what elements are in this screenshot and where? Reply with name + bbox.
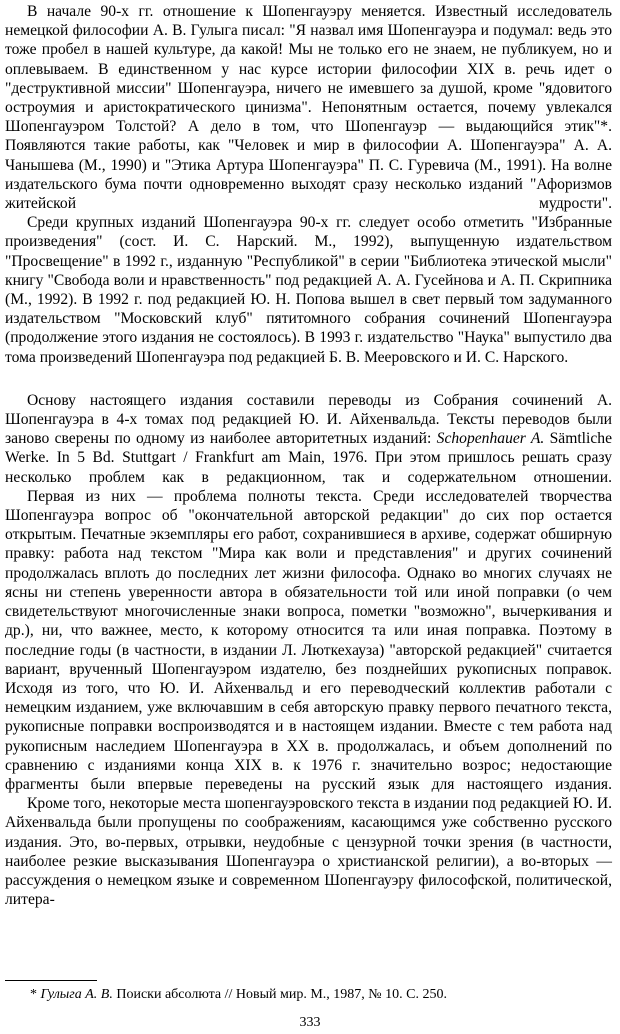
paragraph-3-text: Основу настоящего издания составили переводы из Собрания сочинений А. Шопенгауэра в 4-х томах под редакцией Ю. И. Айхенвальда. Тексты переводов были заново сверены по одному из наиболее авторитетных изданий:	[5, 391, 612, 448]
body-text	[5, 2, 612, 909]
footnote-divider	[5, 980, 97, 981]
paragraph-2: Среди крупных изданий Шопенгауэра 90-х гг. следует особо отметить "Избранные произведения" (сост. И. С. Нарский. М., 1992), выпущенную издательством "Просвещение" в 1992 г., изданную "Республикой" в серии "Библиотека этической мысли" книгу "Свобода воли и нравственность" под редакцией А. А. Гусейнова и А. П. Скрипника (М., 1992). В 1992 г. под редакцией Ю. Н. Попова вышел в свет первый том задуманного издательством "Московский клуб" пятитомного собрания сочинений Шопенгауэра (продолжение этого издания не состоялось). В 1993 г. издательство "Наука" выпустило два тома произведений Шопенгауэра под редакцией Б. В. Мееровского и И. С. Нарского.	[5, 214, 612, 366]
paragraph-3	[5, 391, 612, 487]
paragraph-4: Первая из них — проблема полноты текста. Среди исследователей творчества Шопенгауэра вопрос об "окончательной авторской редакции" до сих пор остается открытым. Печатные экземпляры его работ, сохранившиеся в архиве, содержат обширную правку: работа над текстом "Мира как воли и представления" и других сочинений продолжалась вплоть до последних лет жизни философа. Однако во многих случаях не ясны ни степень уверенности автора в обязательности той или иной поправки (о чем свидетельствуют многочисленные знаки вопроса, пометки "возможно", вычеркивания и др.), ни, что важнее, место, к которому относится та или иная поправка. Поэтому в последние годы (в частности, в издании Л. Люткехауза) "авторской редакцией" считается вариант, врученный Шопенгауэром издателю, без позднейших рукописных поправок. Исходя из того, что Ю. И. Айхенвальд и его переводческий коллектив работали с немецким изданием, уже включавшим в себя авторскую правку первого печатного текста, рукописные поправки воспроизводятся и в настоящем издании. Вместе с тем работа над рукописным наследием Шопенгауэра в XX в. продолжалась, и объем дополнений по сравнению с изданиями конца XIX в. к 1976 г. значительно возрос; недостающие фрагменты были впервые переведены на русский язык для настоящего издания.	[5, 487, 612, 793]
footnote-text: Поиски абсолюта // Новый мир. М., 1987, № 10. С. 250.	[116, 987, 447, 1002]
paragraph-5: Кроме того, некоторые места шопенгауэровского текста в издании под редакцией Ю. И. Айхенвальда были пропущены по соображениям, касающимся уже собственно русского издания. Это, во-первых, отрывки, неудобные с цензурной точки зрения (в частности, наиболее резкие высказывания Шопенгауэра о христианской религии), а во-вторых — рассуждения о немецком языке и современном Шопенгауэру философской, политической, литера-	[5, 795, 612, 909]
paragraph-3-text-cont: Sämtliche Werke. In 5 Bd. Stuttgart / Frankfurt am Main, 1976. При этом пришлось решать сразу несколько проблем как в редакционном, так и содержательном отношении.	[5, 430, 612, 486]
paragraph-1: В начале 90-х гг. отношение к Шопенгауэру меняется. Известный исследователь немецкой философии А. В. Гулыга писал: "Я назвал имя Шопенгауэра и подумал: ведь это тоже пробел в нашей культуре, да какой! Мы не только его не знаем, не публикуем, но и оплевываем. В единственном у нас курсе истории философии XIX в. речь идет о "деструктивной миссии" Шопенгауэра, ничего не имевшего за душой, кроме "ядовитого остроумия и аристократического цинизма". Непонятным остается, почему увлекался Шопенгауэром Толстой? А дело в том, что Шопенгауэр — выдающийся этик"*. Появляются такие работы, как "Человек и мир в философии А. Шопенгауэра" А. А. Чанышева (М., 1990) и "Этика Артура Шопенгауэра" П. С. Гуревича (М., 1991). На волне издательского бума почти одновременно выходят сразу несколько изданий "Афоризмов житейской мудрости".	[5, 3, 612, 213]
footnote	[30, 986, 447, 1003]
footnote-author: Гулыга А. В.	[40, 987, 113, 1002]
cited-author: Schopenhauer A.	[436, 430, 545, 448]
footnote-marker: *	[30, 987, 37, 1002]
page-number: 333	[299, 1015, 321, 1030]
section-gap	[5, 367, 612, 391]
